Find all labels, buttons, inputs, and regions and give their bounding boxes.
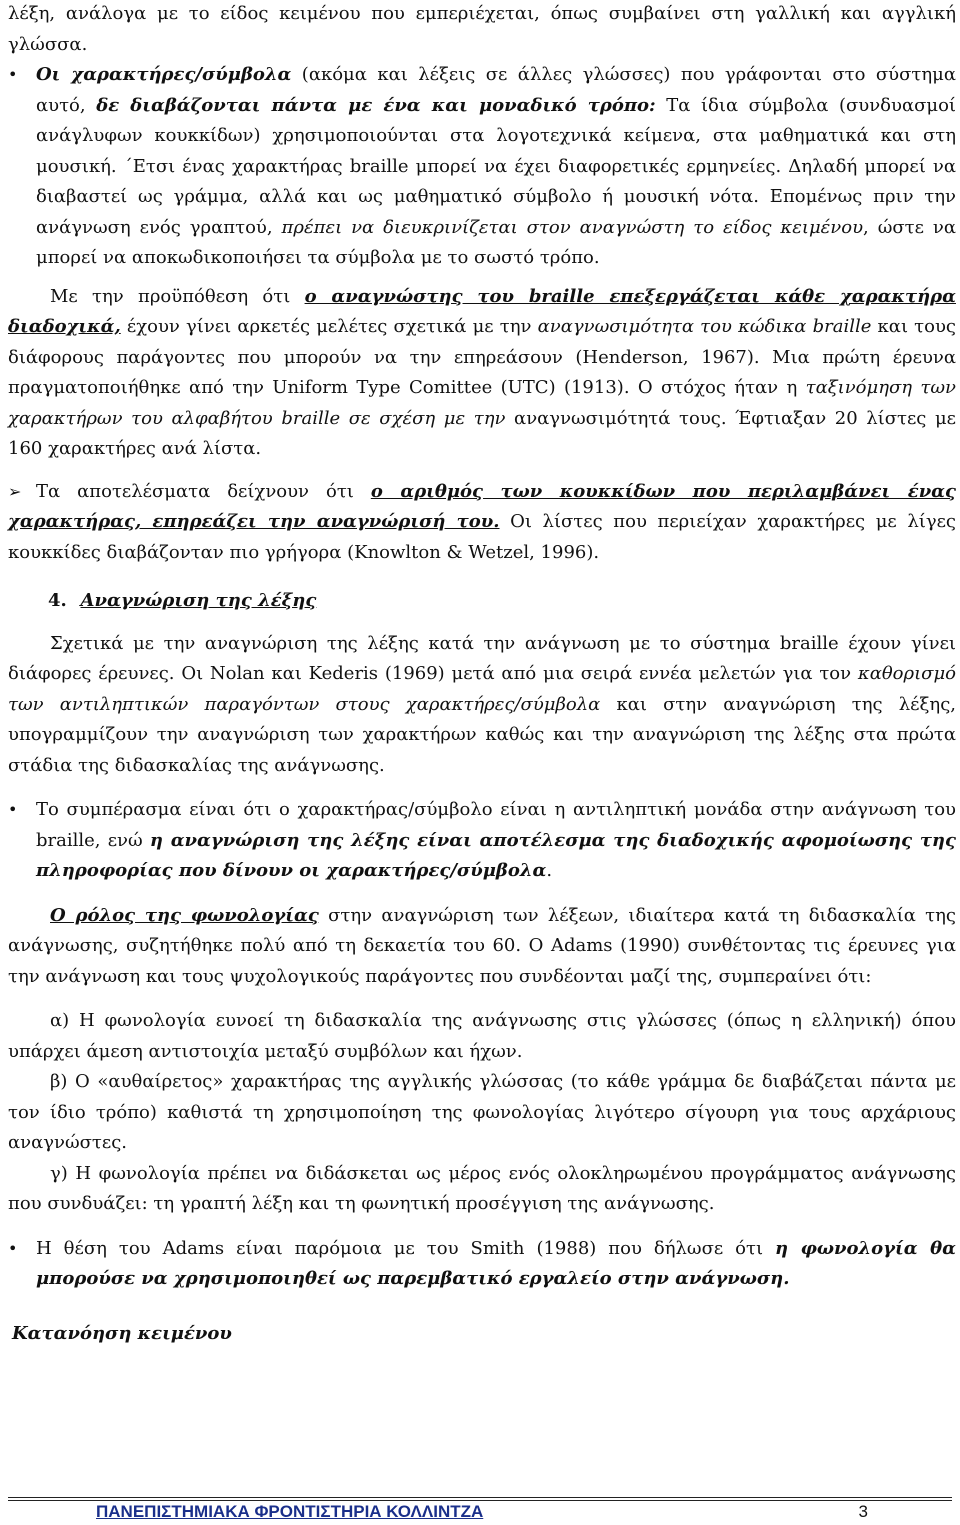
paragraph-point-b — [8, 1067, 956, 1159]
bullet-conclusion — [8, 795, 956, 887]
paragraph-phonology — [8, 901, 956, 993]
bullet-icon: • — [8, 65, 18, 84]
bullet-icon: • — [8, 800, 18, 819]
text: και στην αναγνώριση της λέξης, υπογραμμίζουν την αναγνώριση των χαρακτήρων καθώς και την αναγνώριση της λέξης στα πρώτα στάδια της διδασκαλίας της ανάγνωσης. — [8, 693, 956, 776]
bullet-icon: • — [8, 1238, 18, 1258]
text-emphasis: ο αναγνώστης του braille επεξεργάζεται κάθε χαρακτήρα διαδοχικά, — [8, 285, 956, 337]
text: Η θέση του Adams είναι παρόμοια με του Smith (1988) που δήλωσε ότι — [36, 1237, 776, 1259]
text: και τους διάφορους παράγοντες που μπορούν να την επηρεάσουν (Henderson, 1967). Μια πρώτη έρευνα πραγματοποιήθηκε από την Uniform Type Comittee (UTC) (1913). Ο στόχος ήταν η — [8, 316, 956, 398]
paragraph-point-a — [8, 1006, 956, 1067]
text: Σχετικά με την αναγνώριση της λέξης κατά την ανάγνωση με το σύστημα braille έχουν γίνει διάφορες έρευνες. Οι Nolan και Kederis (1969) μετά από μια σειρά εννέα μελετών για τον — [8, 632, 956, 684]
footer-rule — [8, 1500, 952, 1501]
text: β) Ο «αυθαίρετος» χαρακτήρας της αγγλικής γλώσσας (το κάθε γράμμα δε διαβάζεται πάντα με τον ίδιο τρόπο) καθιστά τη χρησιμοποίηση της φωνολογίας λιγότερο σίγουρη για τους αρχάριους αναγνώστες. — [8, 1071, 956, 1153]
subsection-heading — [8, 1319, 956, 1350]
text: Οι λίστες που περιείχαν χαρακτήρες με λίγες κουκκίδες διαβάζονταν πιο γρήγορα (Knowlton & Wetzel, 1996). — [8, 511, 956, 563]
section-heading — [8, 586, 956, 617]
text-italic: πρέπει να διευκρινίζεται στον αναγνώστη το είδος κειμένου — [281, 216, 864, 238]
subsection-title: Κατανόηση κειμένου — [12, 1322, 232, 1344]
text: Το συμπέρασμα είναι ότι ο χαρακτήρας/σύμβολο είναι η αντιληπτική μονάδα στην ανάγνωση του braille, ενώ — [36, 799, 956, 851]
text-emphasis: η αναγνώριση της λέξης είναι αποτέλεσμα της διαδοχικής αφομοίωσης της πληροφορίας που δίνουν οι χαρακτήρες/σύμβολα — [36, 829, 956, 881]
text-emphasis: η φωνολογία θα μπορούσε να χρησιμοποιηθεί ως παρεμβατικό εργαλείο στην ανάγνωση. — [36, 1237, 956, 1289]
arrow-icon: ➢ — [8, 481, 22, 501]
arrow-results — [8, 477, 956, 569]
text: αναγνωσιμότητά τους. Έφτιαξαν 20 λίστες με 160 χαρακτήρες ανά λίστα. — [8, 407, 957, 459]
text: λέξη, ανάλογα με το είδος κειμένου που εμπεριέχεται, όπως συμβαίνει στη γαλλική και αγγλική γλώσσα. — [8, 3, 956, 55]
page-number: 3 — [858, 1502, 868, 1521]
text-italic: καθορισμό των αντιληπτικών παραγόντων στους χαρακτήρες/σύμβολα — [8, 663, 956, 715]
text-emphasis: δε διαβάζονται πάντα με ένα και μοναδικό τρόπο: — [96, 94, 656, 116]
text: στην αναγνώριση των λέξεων, ιδιαίτερα κατά τη διδασκαλία της ανάγνωσης, συζητήθηκε πολύ από τη δεκαετία του 60. Ο Adams (1990) συνθέτοντας τις έρευνες για την ανάγνωση και τους ψυχολογικούς παράγοντες που συνδέονται μαζί της, συμπεραίνει ότι: — [8, 904, 957, 987]
section-title: Αναγνώριση της λέξης — [80, 590, 317, 611]
text-emphasis: Οι χαρακτήρες/σύμβολα — [36, 64, 292, 85]
text-emphasis: ο αριθμός των κουκκίδων που περιλαμβάνει ένας χαρακτήρας, επηρεάζει την αναγνώρισή του. — [8, 480, 956, 532]
footer-title: ΠΑΝΕΠΙΣΤΗΜΙΑΚΑ ΦΡΟΝΤΙΣΤΗΡΙΑ ΚΟΛΛΙΝΤΖΑ — [96, 1502, 484, 1521]
text: έχουν γίνει αρκετές μελέτες σχετικά με την — [120, 316, 538, 337]
text: Τα ίδια σύμβολα (συνδυασμοί ανάγλυφων κουκκίδων) χρησιμοποιούνται στα λογοτεχνικά κείμενα, στα μαθηματικά και στη μουσική. ΄Ετσι ένας χαρακτήρας braille μπορεί να έχει διαφορετικές ερμηνείες. Δηλαδή μπορεί να διαβαστεί ως γράμμα, αλλά και ως μαθηματικό σύμβολο ή μουσική νότα. Επομένως πριν την ανάγνωση ενός γραπτού, — [36, 94, 956, 238]
document-page — [8, 0, 956, 1349]
bullet-braille-symbols — [8, 60, 956, 274]
text-italic: αναγνωσιμότητα του κώδικα braille — [537, 316, 872, 337]
paragraph-word-recognition — [8, 629, 956, 782]
text: Τα αποτελέσματα δείχνουν ότι — [36, 480, 371, 502]
paragraph-point-c — [8, 1159, 956, 1220]
bullet-adams — [8, 1234, 956, 1295]
paragraph-intro — [8, 0, 956, 60]
text-italic: ταξινόμηση των χαρακτήρων του αλφαβήτου braille σε σχέση με την — [8, 377, 956, 429]
text: γ) Η φωνολογία πρέπει να διδάσκεται ως μέρος ενός ολοκληρωμένου προγράμματος ανάγνωσης που συνδυάζει: τη γραπτή λέξη και τη φωνητική προσέγγιση της ανάγνωσης. — [8, 1162, 956, 1214]
text-emphasis: Ο ρόλος της φωνολογίας — [50, 904, 319, 926]
text: (ακόμα και λέξεις σε άλλες γλώσσες) που γράφονται στο σύστημα αυτό, — [36, 64, 956, 116]
text: Με την προϋπόθεση ότι — [50, 285, 305, 307]
footer-rule — [8, 1497, 952, 1498]
text: α) Η φωνολογία ευνοεί τη διδασκαλία της ανάγνωσης στις γλώσσες (όπως η ελληνική) όπου υπάρχει άμεση αντιστοιχία μεταξύ συμβόλων και ήχων. — [8, 1010, 956, 1062]
paragraph-readability — [8, 282, 956, 465]
text: . — [546, 860, 553, 881]
section-number: 4. — [48, 590, 67, 611]
text: , ώστε να μπορεί να αποκωδικοποιήσει τα σύμβολα με το σωστό τρόπο. — [36, 216, 957, 268]
